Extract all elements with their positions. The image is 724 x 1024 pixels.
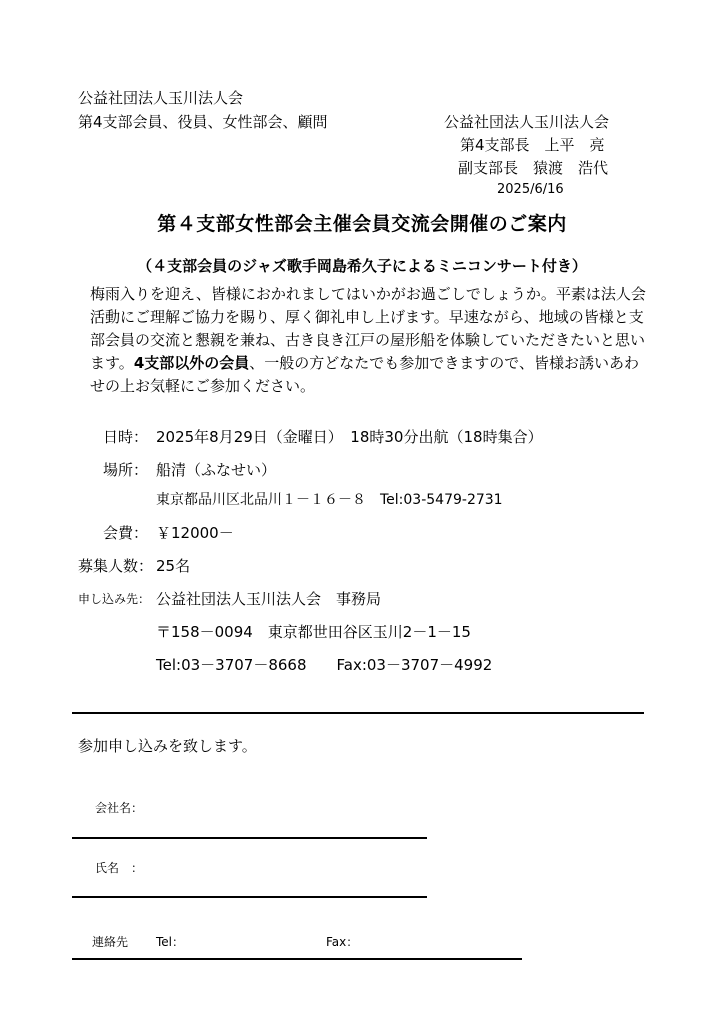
- contact-field-line[interactable]: [72, 958, 522, 960]
- contact-label: 連絡先: [92, 935, 129, 949]
- body-text-part1: 梅雨入りを迎え、皆様におかれましてはいかがお過ごしでしょうか。平素は法人会活動にご理解ご協力を賜り、厚く御礼申し上げます。早速ながら、地域の皆様と支部会員の交流と懇親を兼ね、古き良き江戸の屋形船を体験していただきたいと思います。: [90, 285, 646, 372]
- form-heading: 参加申し込みを致します。: [78, 737, 257, 755]
- body-emphasis: 4支部以外の会員: [133, 354, 250, 372]
- datetime-value: 2025年8月29日（金曜日） 18時30分出航（18時集合）: [156, 428, 543, 446]
- company-field-line[interactable]: [72, 837, 427, 839]
- tel-label: Tel：: [156, 935, 185, 949]
- name-label: 氏名 ：: [95, 861, 144, 875]
- capacity-label: 募集人数：: [78, 557, 154, 575]
- fee-label: 会費：: [102, 524, 148, 542]
- apply-address: 〒158－0094 東京都世田谷区玉川2－1－15: [156, 623, 471, 641]
- apply-org: 公益社団法人玉川法人会 事務局: [156, 590, 382, 608]
- fax-label: Fax：: [326, 935, 359, 949]
- place-value: 船清（ふなせい）: [156, 461, 277, 479]
- sender-vice-head: 副支部長 猿渡 浩代: [458, 159, 609, 177]
- body-text-part2: 、一般の方どなたでも参加できますので、皆様お誘いあわせの上お気軽にご参加ください。: [90, 354, 639, 395]
- apply-label: 申し込み先：: [78, 592, 151, 606]
- capacity-value: 25名: [156, 557, 191, 575]
- fee-value: ￥12000－: [156, 524, 234, 542]
- page-title: 第４支部女性部会主催会員交流会開催のご案内: [157, 213, 567, 235]
- apply-phone: Tel:03－3707－8668 Fax:03－3707－4992: [156, 656, 493, 674]
- place-label: 場所：: [102, 461, 148, 479]
- company-label: 会社名：: [95, 801, 144, 815]
- sender-branch-head: 第4支部長 上平 亮: [460, 136, 605, 154]
- name-field-line[interactable]: [72, 896, 427, 898]
- recipient-org: 公益社団法人玉川法人会: [78, 89, 244, 107]
- page-subtitle: （４支部会員のジャズ歌手岡島希久子によるミニコンサート付き）: [137, 257, 587, 275]
- place-address: 東京都品川区北品川１－１６－８ Tel:03-5479-2731: [156, 492, 503, 508]
- body-paragraph: [90, 283, 650, 398]
- document-date: 2025/6/16: [497, 182, 564, 197]
- sender-org: 公益社団法人玉川法人会: [444, 113, 610, 131]
- section-divider: [72, 712, 644, 714]
- datetime-label: 日時：: [102, 428, 148, 446]
- recipient-members: 第4支部会員、役員、女性部会、顧問: [78, 113, 328, 131]
